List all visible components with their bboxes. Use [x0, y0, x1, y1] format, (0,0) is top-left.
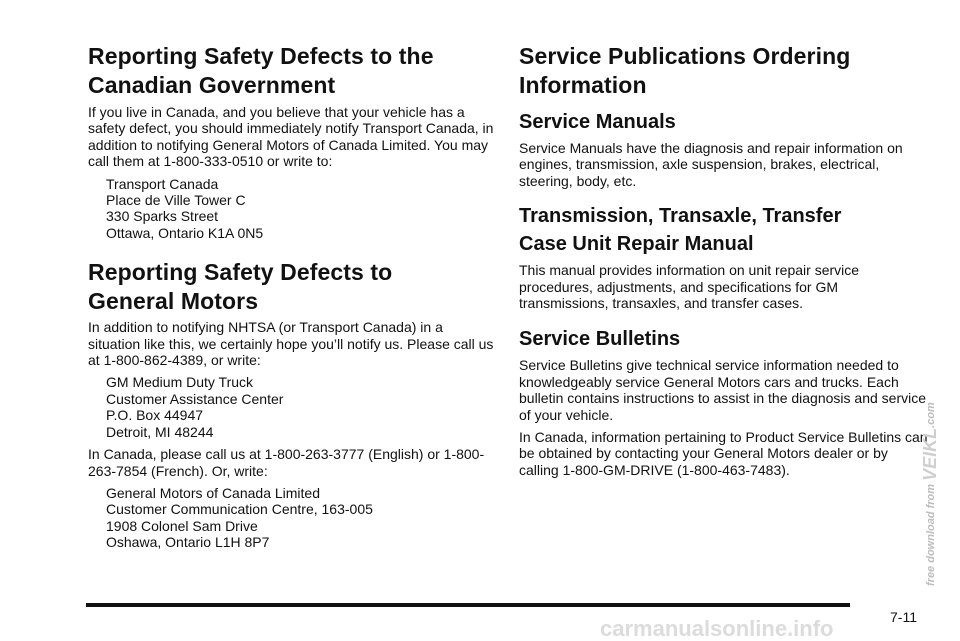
service-bulletins-body: Service Bulletins give technical service information needed to knowledgeably service General Motors cars and trucks. Each bulletin contains instructions to assist in the diagnosis and service of your vehicle. — [519, 357, 926, 423]
side-watermark — [922, 330, 939, 586]
address-line: GM Medium Duty Truck — [106, 374, 254, 391]
section-general-motors — [88, 258, 498, 550]
left-column — [88, 42, 498, 557]
footer-rule — [86, 603, 850, 607]
address-line: Transport Canada — [106, 175, 219, 192]
title-line-1: Reporting Safety Defects to — [88, 259, 393, 286]
watermark-text: free download from — [925, 483, 937, 586]
gm-canada-body: In Canada, please call us at 1-800-263-3777 (English) or 1-800-263-7854 (French). Or, write: — [88, 446, 485, 479]
address-line: 330 Sparks Street — [106, 208, 219, 225]
transmission-manual-title — [519, 202, 929, 258]
section-title-general-motors — [88, 258, 498, 316]
section-canada-government — [88, 42, 498, 241]
address-line: P.O. Box 44947 — [106, 407, 204, 424]
address-line: Detroit, MI 48244 — [106, 423, 214, 440]
address-line: General Motors of Canada Limited — [106, 484, 320, 501]
address-line: Place de Ville Tower C — [106, 192, 246, 209]
address-line: Customer Assistance Center — [106, 390, 284, 407]
page-number: 7-11 — [890, 609, 917, 625]
address-line: Oshawa, Ontario L1H 8P7 — [106, 534, 270, 551]
gm-body: In addition to notifying NHTSA (or Transport Canada) in a situation like this, we certainly hope you’ll notify us. Please call us at 1-800-862-4389, or write: — [88, 319, 494, 369]
section-title-canada-government — [88, 42, 498, 100]
transport-canada-address — [106, 176, 498, 242]
section-transmission-manual — [519, 202, 929, 311]
title-line-2: Case Unit Repair Manual — [519, 233, 754, 256]
watermark-suffix: .com — [925, 402, 937, 428]
address-line: Ottawa, Ontario K1A 0N5 — [106, 224, 264, 241]
service-publications-heading — [519, 42, 929, 100]
service-bulletins-canada-body: In Canada, information pertaining to Product Service Bulletins can be obtained by contacting your General Motors dealer or by calling 1-800-GM-DRIVE (1-800-463-7483). — [519, 429, 928, 478]
service-bulletins-title: Service Bulletins — [519, 328, 681, 351]
section-service-manuals — [519, 108, 929, 189]
gm-canada-address — [106, 485, 498, 551]
title-line-1: Reporting Safety Defects to the — [88, 43, 434, 69]
canada-gov-body: If you live in Canada, and you believe that your vehicle has a safety defect, you should immediately notify Transport Canada, in addition to notifying General Motors of Canada Limited. You may call them at 1-800-333-0510 or write to: — [88, 104, 494, 170]
service-manuals-title: Service Manuals — [519, 111, 676, 133]
section-service-bulletins — [519, 325, 929, 478]
right-column — [519, 42, 929, 484]
heading-line-1: Service Publications Ordering — [519, 43, 851, 69]
watermark-logo: VEIKL — [920, 427, 940, 481]
address-line: 1908 Colonel Sam Drive — [106, 517, 258, 534]
bottom-watermark: carmanualsonline.info — [600, 616, 834, 641]
title-line-1: Transmission, Transaxle, Transfer — [519, 205, 842, 228]
address-line: Customer Communication Centre, 163-005 — [106, 501, 373, 518]
gm-us-address — [106, 374, 498, 440]
title-line-2: Canadian Government — [88, 72, 336, 98]
title-line-2: General Motors — [88, 288, 259, 315]
transmission-manual-body: This manual provides information on unit repair service procedures, adjustments, and specifications for GM transmissions, transaxles, and transfer cases. — [519, 262, 860, 312]
service-manuals-body: Service Manuals have the diagnosis and repair information on engines, transmission, axle suspension, brakes, electrical, steering, body, etc. — [519, 140, 903, 189]
heading-line-2: Information — [519, 72, 647, 98]
